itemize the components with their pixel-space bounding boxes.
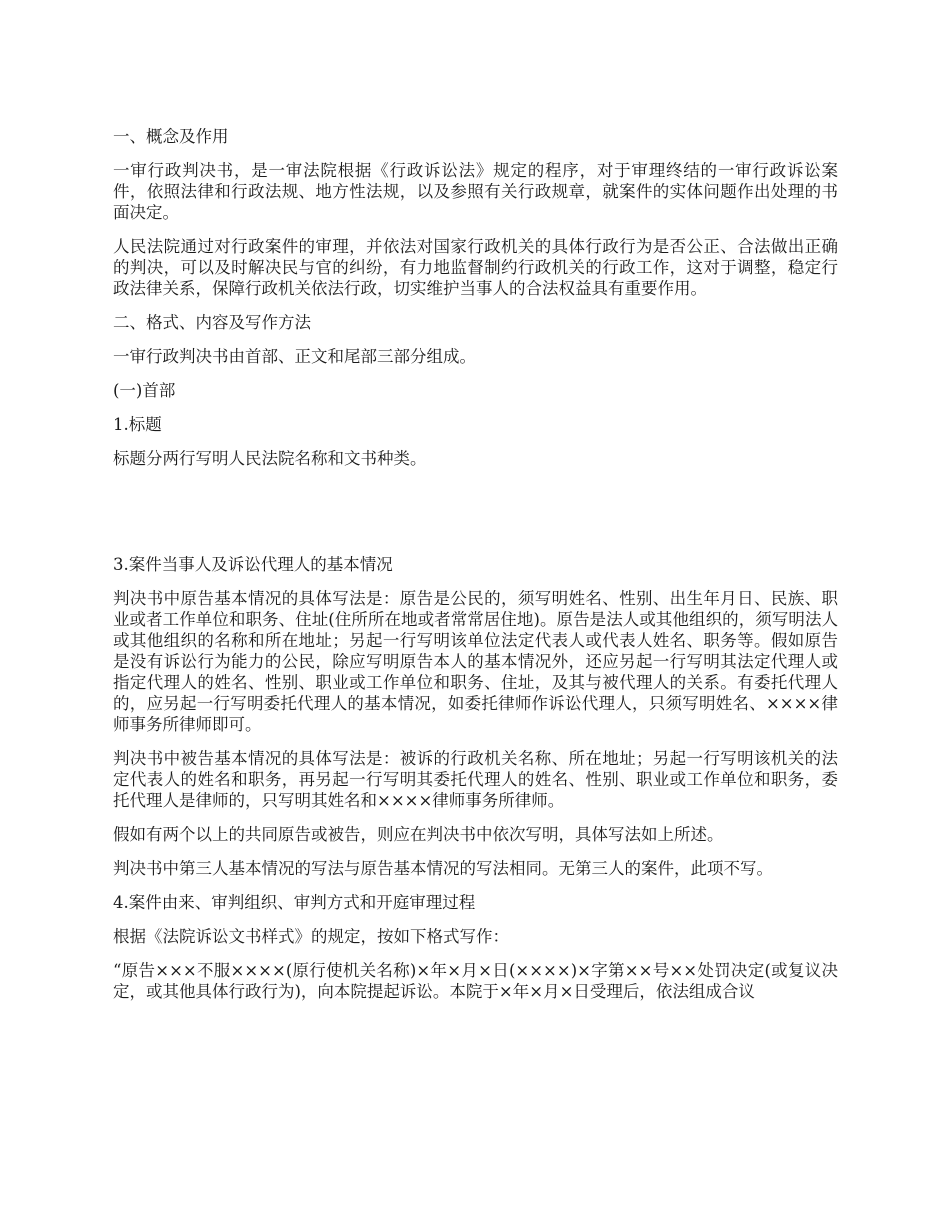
item-heading-title: 1.标题 <box>113 415 162 434</box>
paragraph-defendant-info: 判决书中被告基本情况的具体写法是：被诉的行政机关名称、所在地址；另起一行写明该机关的法定代表人的姓名和职务，再另起一行写明其委托代理人的姓名、性别、职业或工作单位和职务，委托代理人是律师的，只写明其姓名和××××律师事务所律师。 <box>113 749 838 810</box>
blank-gap <box>113 482 838 554</box>
paragraph-function: 人民法院通过对行政案件的审理，并依法对国家行政机关的具体行政行为是否公正、合法做出正确的判决，可以及时解决民与官的纠纷，有力地监督制约行政机关的行政工作，这对于调整，稳定行政法律关系，保障行政机关依法行政，切实维护当事人的合法权益具有重要作用。 <box>113 237 838 298</box>
section-heading-format: 二、格式、内容及写作方法 <box>113 313 311 332</box>
item-heading-parties: 3.案件当事人及诉讼代理人的基本情况 <box>113 555 393 574</box>
paragraph-plaintiff-info: 判决书中原告基本情况的具体写法是：原告是公民的，须写明姓名、性别、出生年月日、民族、职业或者工作单位和职务、住址(住所所在地或者常常居住地)。原告是法人或其他组织的，须写明法人或其他组织的名称和所在地址；另起一行写明该单位法定代表人或代表人姓名、职务等。假如原告是没有诉讼行为能力的公民，除应写明原告本人的基本情况外，还应另起一行写明其法定代理人或指定代理人的姓名、性别、职业或工作单位和职务、住址，及其与被代理人的关系。有委托代理人的，应另起一行写明委托代理人的基本情况，如委托律师作诉讼代理人，只须写明姓名、××××律师事务所律师即可。 <box>113 589 838 734</box>
subsection-heading-header: (一)首部 <box>113 381 176 400</box>
paragraph-format-intro: 根据《法院诉讼文书样式》的规定，按如下格式写作： <box>113 927 509 946</box>
paragraph-structure: 一审行政判决书由首部、正文和尾部三部分组成。 <box>113 347 476 366</box>
paragraph-third-party: 判决书中第三人基本情况的写法与原告基本情况的写法相同。无第三人的案件，此项不写。 <box>113 859 773 878</box>
paragraph-multiple-parties: 假如有两个以上的共同原告或被告，则应在判决书中依次写明，具体写法如上所述。 <box>113 825 724 844</box>
section-heading-concept: 一、概念及作用 <box>113 127 229 146</box>
item-heading-case-origin: 4.案件由来、审判组织、审判方式和开庭审理过程 <box>113 893 476 912</box>
paragraph-format-template: “原告×××不服××××(原行使机关名称)×年×月×日(××××)×字第××号××处罚决定(或复议决定，或其他具体行政行为)，向本院提起诉讼。本院于×年×月×日受理后，依法组成合议 <box>113 961 838 1001</box>
document-body <box>113 126 838 1015</box>
paragraph-title-rule: 标题分两行写明人民法院名称和文书种类。 <box>113 449 427 468</box>
paragraph-definition: 一审行政判决书，是一审法院根据《行政诉讼法》规定的程序，对于审理终结的一审行政诉讼案件，依照法律和行政法规、地方性法规，以及参照有关行政规章，就案件的实体问题作出处理的书面决定。 <box>113 161 838 222</box>
